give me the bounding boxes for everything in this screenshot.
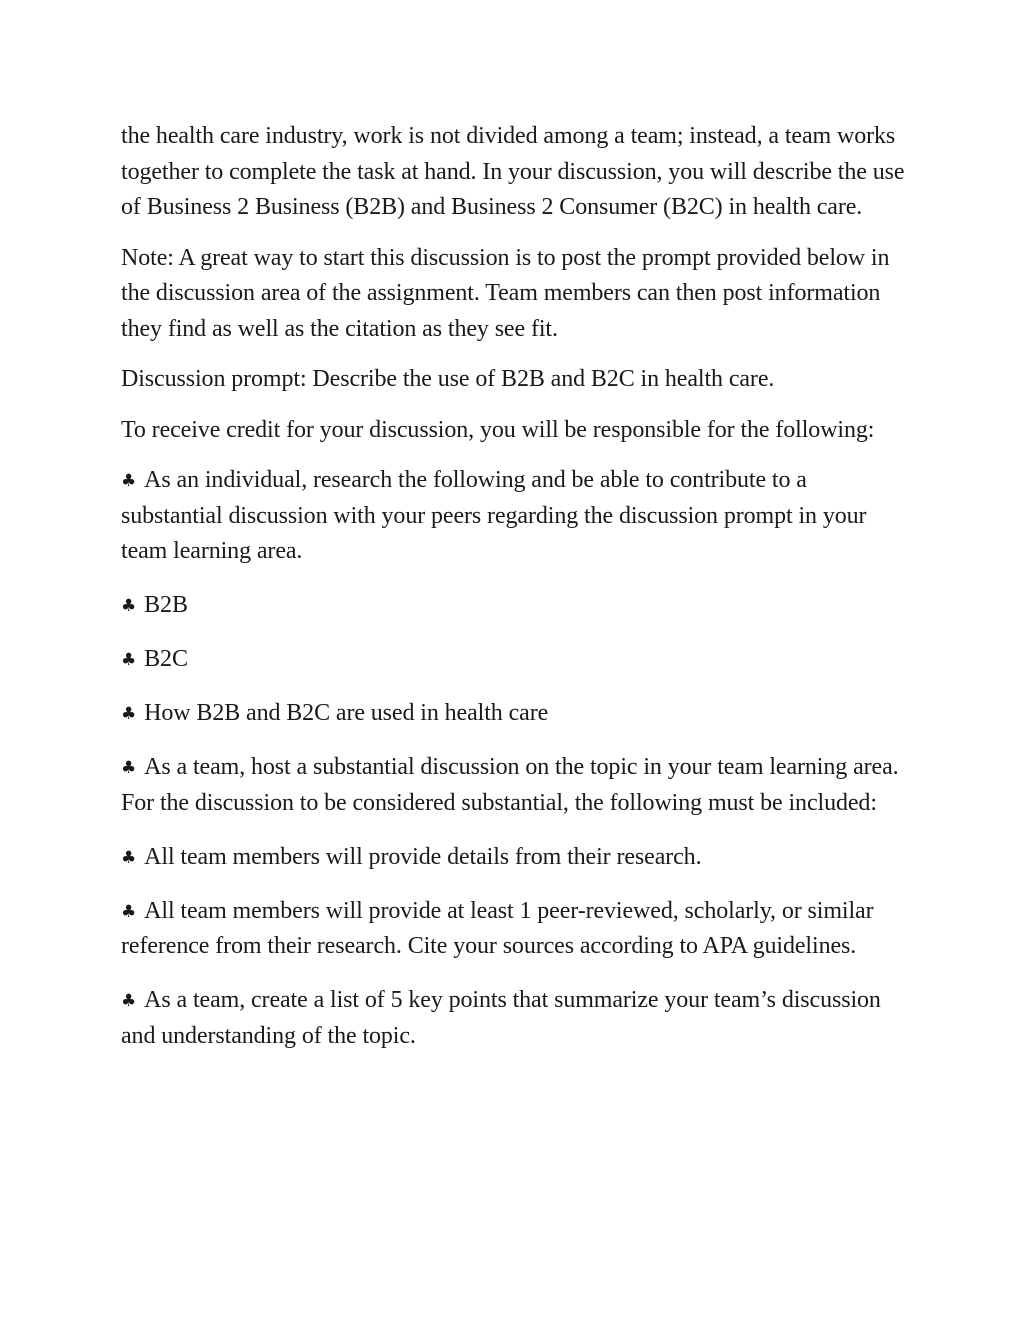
bullet-text: As a team, host a substantial discussion on the topic in your team learning area. For the discussion to be considered substantial, the following must be included:	[121, 754, 899, 816]
paragraph-discussion-prompt: Discussion prompt: Describe the use of B2B and B2C in health care.	[121, 366, 775, 392]
club-icon: ♣	[121, 471, 137, 491]
bullet-text: All team members will provide details from their research.	[144, 843, 702, 870]
club-icon: ♣	[121, 847, 137, 868]
club-icon: ♣	[121, 991, 137, 1011]
paragraph-intro: the health care industry, work is not divided among a team; instead, a team works together to complete the task at hand. In your discussion, you will describe the use of Business 2 Business (B2B) and Business 2 Consumer (B2C) in health care.	[121, 123, 905, 220]
club-icon: ♣	[121, 758, 137, 778]
bullet-item-key-points	[121, 983, 911, 1054]
paragraph-note: Note: A great way to start this discussion is to post the prompt provided below in the discussion area of the assignment. Team members can then post information they find as well as the citation as they see fit.	[121, 244, 890, 342]
paragraph-credit-requirements: To receive credit for your discussion, you will be responsible for the following:	[121, 416, 875, 443]
bullet-text: B2B	[144, 592, 188, 618]
club-icon: ♣	[121, 650, 137, 670]
bullet-item-research-details	[121, 840, 911, 876]
bullet-text: How B2B and B2C are used in health care	[144, 700, 549, 726]
bullet-item-b2c	[121, 642, 911, 678]
bullet-item-b2b	[121, 588, 911, 624]
bullet-text: As an individual, research the following and be able to contribute to a substantial discussion with your peers regarding the discussion prompt in your team learning area.	[121, 467, 867, 564]
bullet-item-team-discussion	[121, 750, 911, 821]
bullet-item-references	[121, 894, 911, 965]
bullet-text: As a team, create a list of 5 key points that summarize your team’s discussion and understanding of the topic.	[121, 987, 881, 1049]
bullet-item-individual-research	[121, 463, 911, 570]
bullet-text: B2C	[144, 646, 188, 672]
club-icon: ♣	[121, 596, 137, 616]
bullet-text: All team members will provide at least 1 peer-reviewed, scholarly, or similar reference from their research. Cite your sources according to APA guidelines.	[121, 897, 874, 959]
club-icon: ♣	[121, 704, 137, 724]
club-icon: ♣	[121, 901, 137, 922]
bullet-item-usage-health-care	[121, 696, 911, 732]
document-page	[121, 119, 911, 1073]
